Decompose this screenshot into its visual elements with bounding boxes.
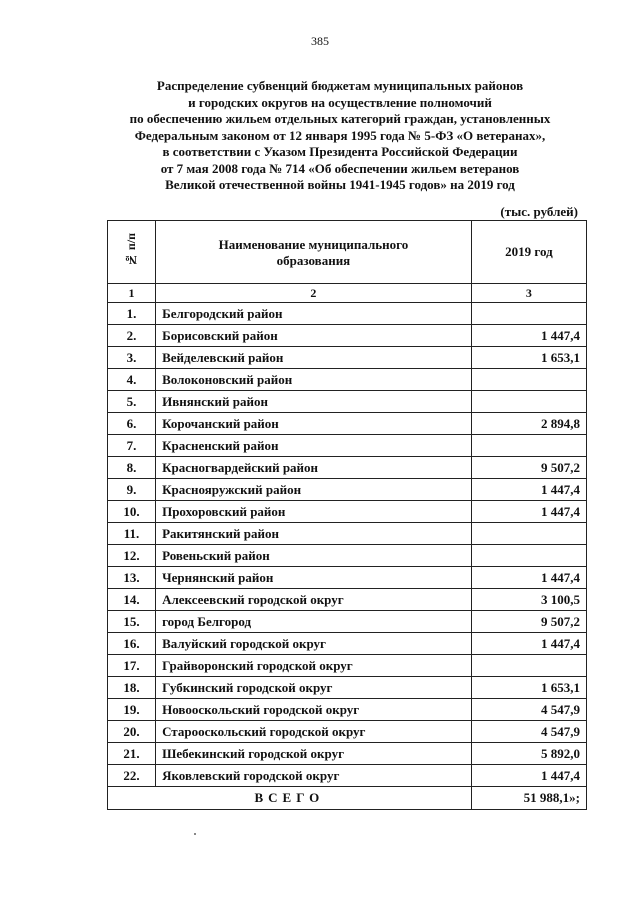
row-number: 3. xyxy=(108,347,156,369)
row-number: 1. xyxy=(108,303,156,325)
subsidy-value xyxy=(471,523,586,545)
district-name: Красненский район xyxy=(156,435,472,457)
header-num xyxy=(108,221,156,284)
table-row xyxy=(108,633,587,655)
row-number: 18. xyxy=(108,677,156,699)
subsidy-value: 1 447,4 xyxy=(471,479,586,501)
title-line: от 7 мая 2008 года № 714 «Об обеспечении жильем ветеранов xyxy=(160,160,520,176)
row-number: 19. xyxy=(108,699,156,721)
distribution-table xyxy=(107,220,587,810)
title-line: Федеральным законом от 12 января 1995 года № 5-ФЗ «О ветеранах», xyxy=(134,127,546,143)
table-row xyxy=(108,391,587,413)
district-name: Валуйский городской округ xyxy=(156,633,472,655)
table-row xyxy=(108,303,587,325)
total-label: ВСЕГО xyxy=(108,787,472,810)
row-number: 22. xyxy=(108,765,156,787)
header-name-line2: образования xyxy=(276,253,351,268)
title-line: Великой отечественной войны 1941-1945 годов» на 2019 год xyxy=(165,177,515,192)
table-row xyxy=(108,501,587,523)
column-number-row xyxy=(108,284,587,303)
header-name-line1: Наименование муниципального xyxy=(218,237,409,252)
row-number: 4. xyxy=(108,369,156,391)
subsidy-value: 2 894,8 xyxy=(471,413,586,435)
row-number: 16. xyxy=(108,633,156,655)
subsidy-value: 9 507,2 xyxy=(471,457,586,479)
subsidy-value: 4 547,9 xyxy=(471,721,586,743)
table-row xyxy=(108,347,587,369)
table-row xyxy=(108,567,587,589)
scan-speck xyxy=(194,833,196,835)
subsidy-value xyxy=(471,303,586,325)
title-line: в соответствии с Указом Президента Российской Федерации xyxy=(162,144,518,159)
district-name: Ивнянский район xyxy=(156,391,472,413)
row-number: 6. xyxy=(108,413,156,435)
row-number: 11. xyxy=(108,523,156,545)
subsidy-value: 9 507,2 xyxy=(471,611,586,633)
subsidy-value: 3 100,5 xyxy=(471,589,586,611)
table-row xyxy=(108,765,587,787)
column-number: 3 xyxy=(471,284,586,303)
column-number: 2 xyxy=(156,284,472,303)
district-name: Алексеевский городской округ xyxy=(156,589,472,611)
document-title xyxy=(100,78,580,194)
subsidy-value: 1 653,1 xyxy=(471,677,586,699)
table-row xyxy=(108,413,587,435)
table-row xyxy=(108,479,587,501)
district-name: Корочанский район xyxy=(156,413,472,435)
district-name: город Белгород xyxy=(156,611,472,633)
total-value: 51 988,1»; xyxy=(471,787,586,810)
subsidy-value: 1 447,4 xyxy=(471,567,586,589)
district-name: Красногвардейский район xyxy=(156,457,472,479)
table-row xyxy=(108,369,587,391)
table-row xyxy=(108,611,587,633)
district-name: Шебекинский городской округ xyxy=(156,743,472,765)
row-number: 2. xyxy=(108,325,156,347)
district-name: Яковлевский городской округ xyxy=(156,765,472,787)
row-number: 20. xyxy=(108,721,156,743)
subsidy-value: 1 447,4 xyxy=(471,501,586,523)
district-name: Белгородский район xyxy=(156,303,472,325)
column-number: 1 xyxy=(108,284,156,303)
district-name: Чернянский район xyxy=(156,567,472,589)
district-name: Борисовский район xyxy=(156,325,472,347)
subsidy-value: 4 547,9 xyxy=(471,699,586,721)
district-name: Губкинский городской округ xyxy=(156,677,472,699)
header-year: 2019 год xyxy=(471,221,586,284)
district-name: Волоконовский район xyxy=(156,369,472,391)
title-line: и городских округов на осуществление полномочий xyxy=(188,94,492,110)
district-name: Краснояружский район xyxy=(156,479,472,501)
subsidy-value: 1 447,4 xyxy=(471,633,586,655)
title-line: Распределение субвенций бюджетам муниципальных районов xyxy=(156,78,524,93)
subsidy-value: 1 447,4 xyxy=(471,765,586,787)
row-number: 8. xyxy=(108,457,156,479)
subsidy-value xyxy=(471,435,586,457)
district-name: Ракитянский район xyxy=(156,523,472,545)
district-name: Грайворонский городской округ xyxy=(156,655,472,677)
table-row xyxy=(108,655,587,677)
header-num-label: № п/п xyxy=(124,232,139,268)
table-row xyxy=(108,545,587,567)
row-number: 17. xyxy=(108,655,156,677)
title-line: по обеспечению жильем отдельных категорий граждан, установленных xyxy=(129,111,551,126)
district-name: Новооскольский городской округ xyxy=(156,699,472,721)
row-number: 13. xyxy=(108,567,156,589)
table-row xyxy=(108,743,587,765)
table-row xyxy=(108,523,587,545)
table-row xyxy=(108,325,587,347)
row-number: 10. xyxy=(108,501,156,523)
row-number: 5. xyxy=(108,391,156,413)
units-label: (тыс. рублей) xyxy=(500,204,578,219)
district-name: Старооскольский городской округ xyxy=(156,721,472,743)
row-number: 14. xyxy=(108,589,156,611)
page-number: 385 xyxy=(311,34,329,48)
row-number: 12. xyxy=(108,545,156,567)
table-row xyxy=(108,721,587,743)
subsidy-value xyxy=(471,391,586,413)
district-name: Прохоровский район xyxy=(156,501,472,523)
row-number: 7. xyxy=(108,435,156,457)
subsidy-value xyxy=(471,369,586,391)
table-row xyxy=(108,435,587,457)
table-header-row xyxy=(108,221,587,284)
table-row xyxy=(108,457,587,479)
header-name xyxy=(156,221,472,284)
district-name: Вейделевский район xyxy=(156,347,472,369)
subsidy-value: 1 447,4 xyxy=(471,325,586,347)
row-number: 9. xyxy=(108,479,156,501)
table-row xyxy=(108,699,587,721)
subsidy-value xyxy=(471,655,586,677)
table-row xyxy=(108,589,587,611)
subsidy-value: 1 653,1 xyxy=(471,347,586,369)
subsidy-value: 5 892,0 xyxy=(471,743,586,765)
total-row xyxy=(108,787,587,810)
row-number: 21. xyxy=(108,743,156,765)
subsidy-value xyxy=(471,545,586,567)
table-row xyxy=(108,677,587,699)
row-number: 15. xyxy=(108,611,156,633)
district-name: Ровеньский район xyxy=(156,545,472,567)
